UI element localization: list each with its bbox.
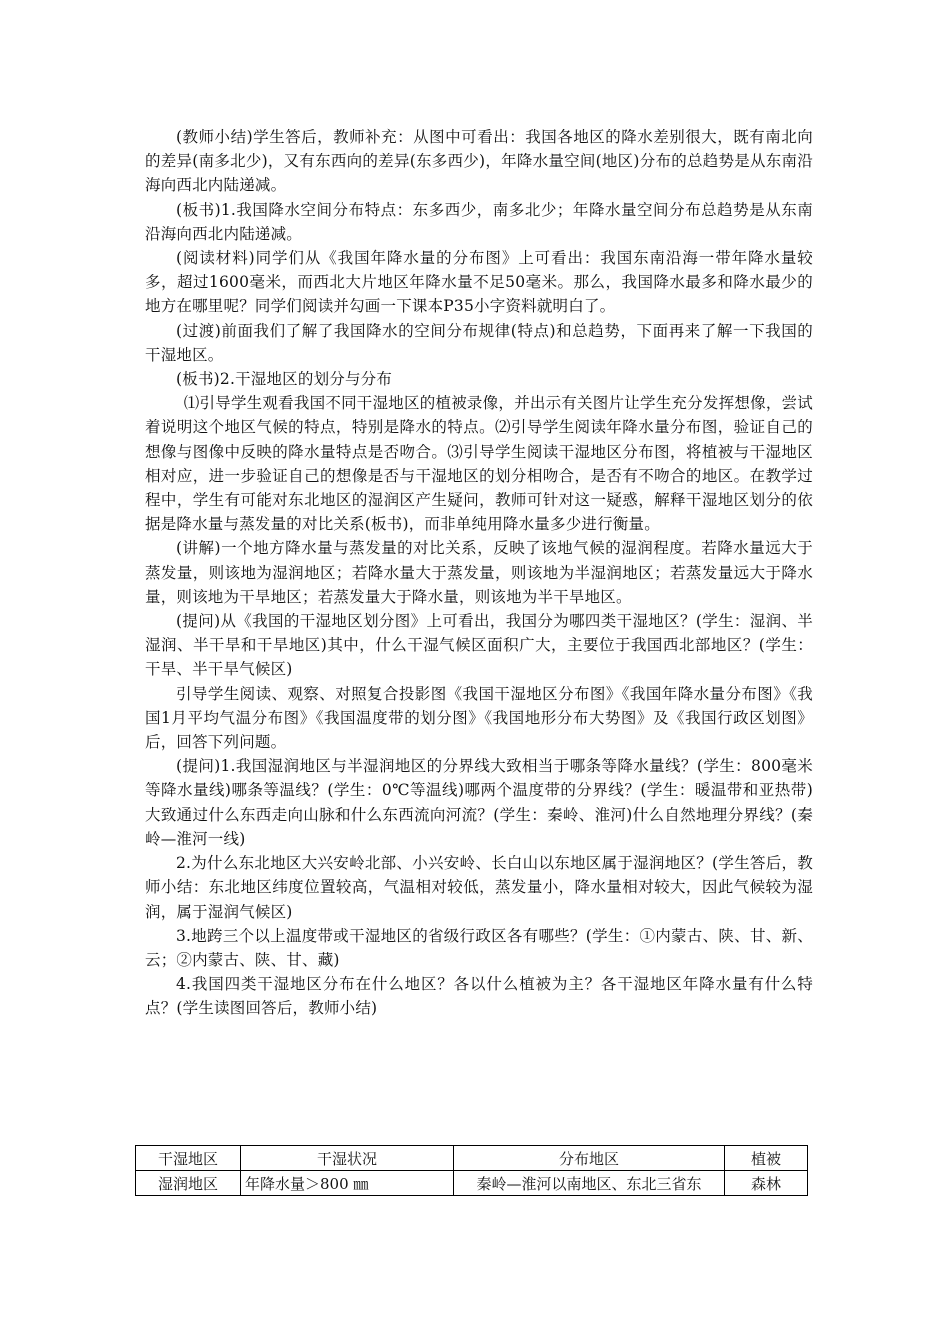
table-cell: 秦岭—淮河以南地区、东北三省东 <box>454 1171 725 1196</box>
paragraph-question-list-2: 2.为什么东北地区大兴安岭北部、小兴安岭、长白山以东地区属于湿润地区？(学生答后，教师小结：东北地区纬度位置较高，气温相对较低，蒸发量小，降水量相对较大，因此气候较为湿润，属于湿润气候区) <box>145 854 813 921</box>
dry-wet-region-table <box>135 1145 808 1196</box>
table-cell: 湿润地区 <box>136 1171 241 1196</box>
paragraph-explanation: (讲解)一个地方降水量与蒸发量的对比关系，反映了该地气候的湿润程度。若降水量远大于蒸发量，则该地为湿润地区；若降水量大于蒸发量，则该地为半湿润地区；若蒸发量远大于降水量，则该地为干旱地区；若蒸发量大于降水量，则该地为半干旱地区。 <box>145 539 813 606</box>
table-header-cell: 分布地区 <box>454 1146 725 1171</box>
table-cell: 森林 <box>725 1171 808 1196</box>
paragraph-reading-material: (阅读材料)同学们从《我国年降水量的分布图》上可看出：我国东南沿海一带年降水量较多，超过1600毫米，而西北大片地区年降水量不足50毫米。那么，我国降水最多和降水最少的地方在哪里呢？同学们阅读并勾画一下课本P35小字资料就明白了。 <box>145 249 813 316</box>
paragraph-guide-reading: 引导学生阅读、观察、对照复合投影图《我国干湿地区分布图》《我国年降水量分布图》《我国1月平均气温分布图》《我国温度带的划分图》《我国地形分布大势图》及《我国行政区划图》后，回答下列问题。 <box>145 684 813 752</box>
paragraph-board-2: (板书)2.干湿地区的划分与分布 <box>176 370 393 389</box>
table-cell: 年降水量＞800 ㎜ <box>241 1171 454 1196</box>
paragraph-guidance: ⑴引导学生观看我国不同干湿地区的植被录像，并出示有关图片让学生充分发挥想像，尝试着说明这个地区气候的特点，特别是降水的特点。⑵引导学生阅读年降水量分布图，验证自己的想像与图像中反映的降水量特点是否吻合。⑶引导学生阅读干湿地区分布图，将植被与干湿地区相对应，进一步验证自己的想像是否与干湿地区的划分相吻合，是否有不吻合的地区。在教学过程中，学生有可能对东北地区的湿润区产生疑问，教师可针对这一疑惑，解释干湿地区划分的依据是降水量与蒸发量的对比关系(板书)，而非单纯用降水量多少进行衡量。 <box>145 394 813 534</box>
paragraph-board-1: (板书)1.我国降水空间分布特点：东多西少，南多北少；年降水量空间分布总趋势是从东南沿海向西北内陆递减。 <box>145 200 813 243</box>
paragraph-question-list-3: 3.地跨三个以上温度带或干湿地区的省级行政区各有哪些？(学生：①内蒙古、陕、甘、新、云；②内蒙古、陕、甘、藏) <box>145 926 813 969</box>
document-body <box>145 125 813 1021</box>
paragraph-question-list-1: (提问)1.我国湿润地区与半湿润地区的分界线大致相当于哪条等降水量线？(学生：800毫米等降水量线)哪条等温线？(学生：0℃等温线)哪两个温度带的分界线？(学生：暖温带和亚热带)大致通过什么东西走向山脉和什么东西流向河流？(学生：秦岭、淮河)什么自然地理分界线？(秦岭—淮河一线) <box>145 757 813 848</box>
table-row <box>136 1171 808 1196</box>
paragraph-question-1: (提问)从《我国的干湿地区划分图》上可看出，我国分为哪四类干湿地区？(学生：湿润、半湿润、半干旱和干旱地区)其中，什么干湿气候区面积广大，主要位于我国西北部地区？(学生：干旱、半干旱气候区) <box>145 612 813 679</box>
paragraph-question-list-4: 4.我国四类干湿地区分布在什么地区？各以什么植被为主？各干湿地区年降水量有什么特点？(学生读图回答后，教师小结) <box>145 975 813 1018</box>
table-header-cell: 干湿地区 <box>136 1146 241 1171</box>
table-header-row <box>136 1146 808 1171</box>
paragraph-transition: (过渡)前面我们了解了我国降水的空间分布规律(特点)和总趋势，下面再来了解一下我国的干湿地区。 <box>145 321 813 364</box>
paragraph-teacher-summary: (教师小结)学生答后，教师补充：从图中可看出：我国各地区的降水差别很大，既有南北向的差异(南多北少)，又有东西向的差异(东多西少)，年降水量空间(地区)分布的总趋势是从东南沿海向西北内陆递减。 <box>145 128 813 195</box>
table-header-cell: 干湿状况 <box>241 1146 454 1171</box>
table-header-cell: 植被 <box>725 1146 808 1171</box>
